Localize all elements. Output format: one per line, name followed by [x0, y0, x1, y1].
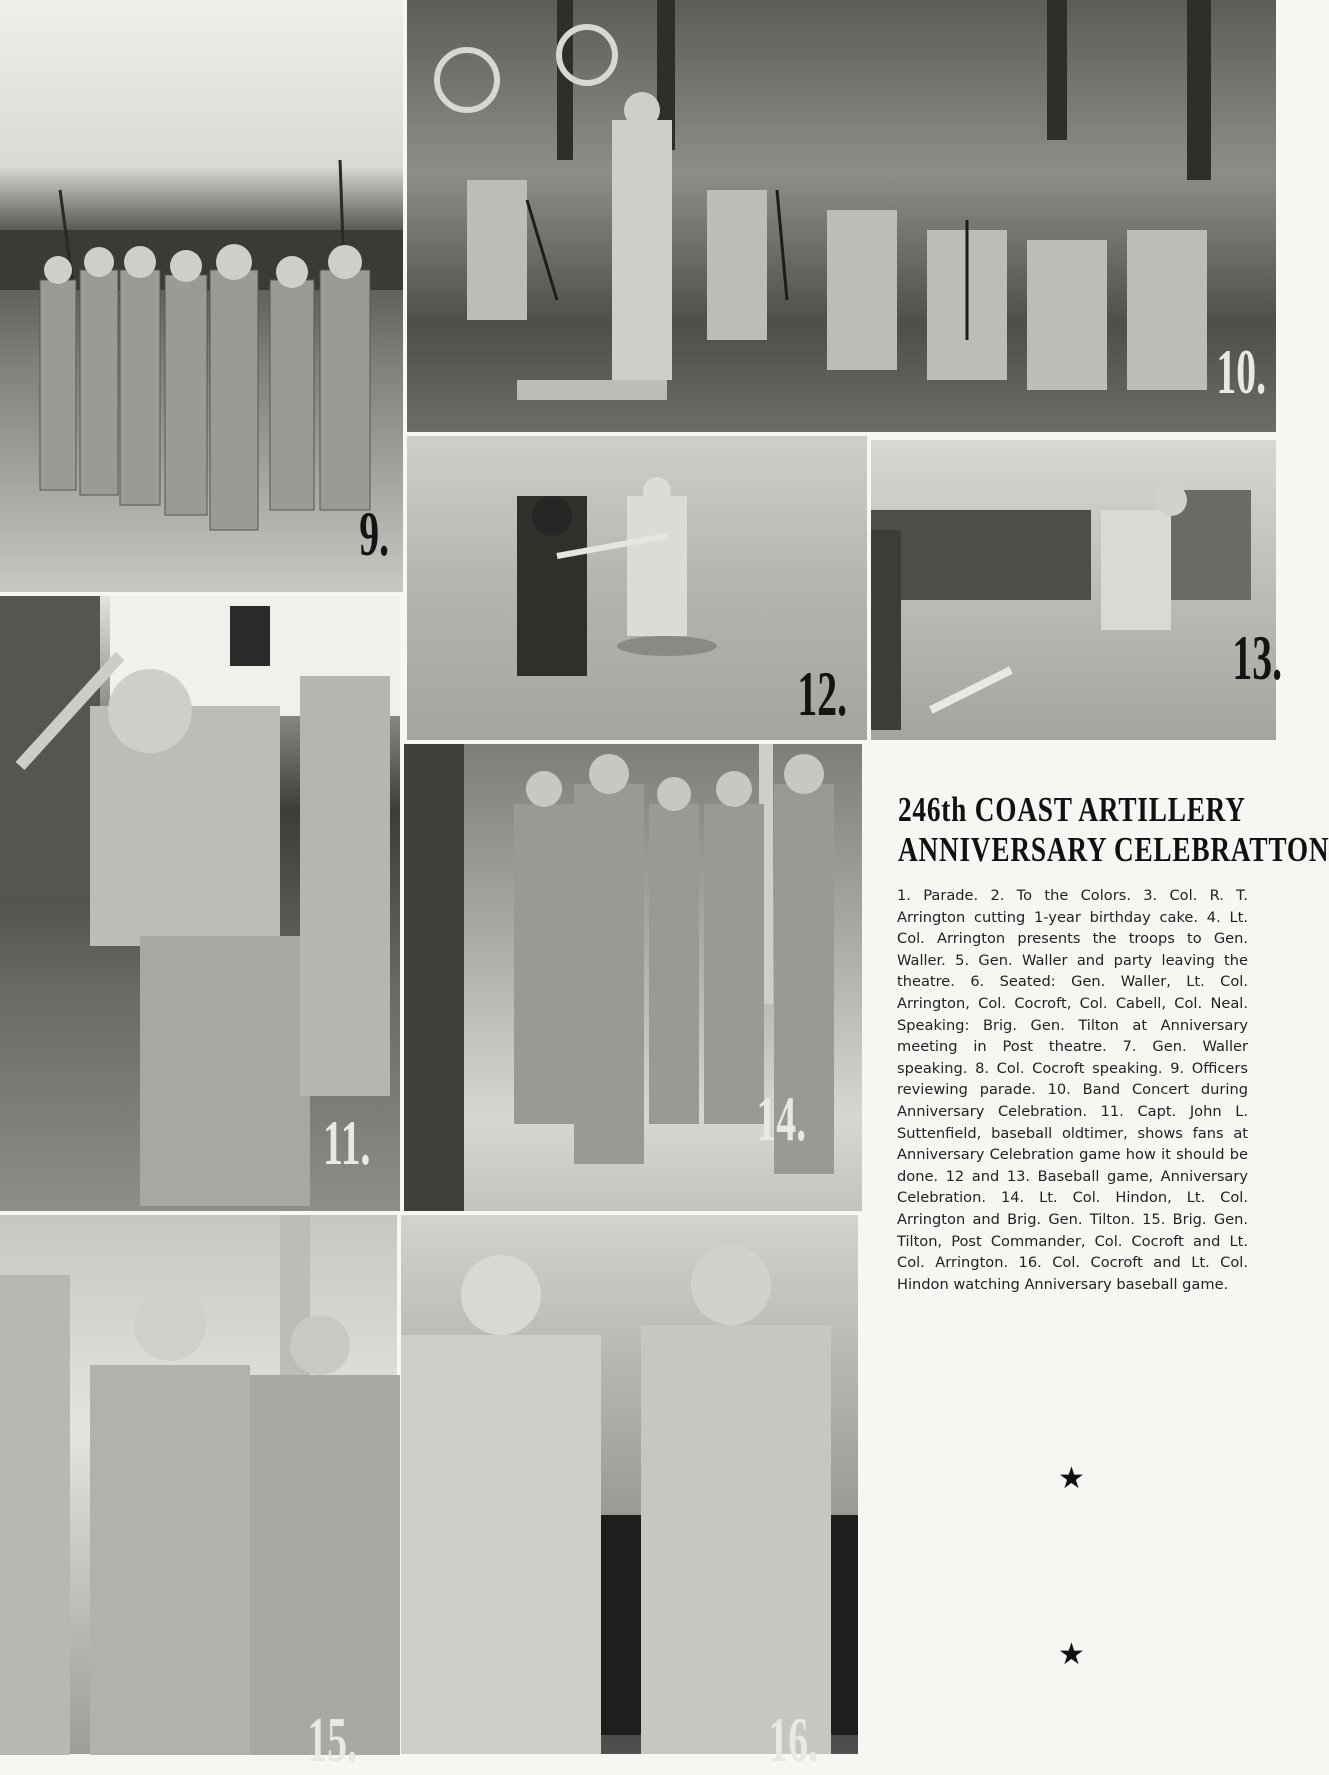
- photo-10: [407, 0, 1276, 432]
- photo-11: [0, 596, 400, 1211]
- band-scene: [407, 0, 1276, 432]
- baseball-running-scene: [871, 440, 1276, 740]
- star-icon: ★: [1058, 1637, 1085, 1672]
- photo-15: [0, 1215, 397, 1775]
- photo-16-number: 16.: [768, 1704, 818, 1775]
- article-title: [898, 790, 1329, 870]
- star-icon: ★: [1058, 1461, 1085, 1496]
- article-caption: 1. Parade. 2. To the Colors. 3. Col. R. T. Arrington cutting 1-year birthday cake. 4. Lt. Col. Arrington presents the troops to Gen. Waller. 5. Gen. Waller and party leaving the theatre. 6. Seated: Gen. Waller, Lt. Col. Arrington, Col. Cocroft, Col. Cabell, Col. Neal. Speaking: Brig. Gen. Tilton at Anniversary meeting in Post theatre. 7. Gen. Waller speaking. 8. Col. Cocroft speaking. 9. Officers reviewing parade. 10. Band Concert during Anniversary Celebration. 11. Capt. John L. Suttenfield, baseball oldtimer, shows fans at Anniversary Celebration game how it should be done. 12 and 13. Baseball game, Anniversary Celebration. 14. Lt. Col. Hindon, Lt. Col. Arrington and Brig. Gen. Tilton. 15. Brig. Gen. Tilton, Post Commander, Col. Cocroft and Lt. Col. Arrington. 16. Col. Cocroft and Lt. Col. Hindon watching Anniversary baseball game.: [897, 887, 1248, 1293]
- photo-14: [404, 744, 862, 1211]
- parade-scene: [0, 0, 403, 592]
- photo-12: [407, 436, 867, 740]
- photo-11-number: 11.: [322, 1107, 370, 1178]
- photo-15-number: 15.: [307, 1704, 357, 1775]
- photo-10-number: 10.: [1216, 336, 1266, 407]
- photo-16: [401, 1215, 858, 1775]
- photo-13: [871, 440, 1282, 740]
- photo-14-number: 14.: [756, 1083, 806, 1154]
- title-line-2: ANNIVERSARY CELEBRATTON: [898, 830, 1329, 869]
- three-officers-scene: [0, 1215, 397, 1754]
- photo-9: [0, 0, 403, 592]
- title-line-1: 246th COAST ARTILLERY: [898, 790, 1246, 829]
- photo-9-number: 9.: [359, 498, 389, 569]
- photo-12-number: 12.: [797, 658, 847, 729]
- photo-13-number: 13.: [1232, 622, 1282, 693]
- two-officers-scene: [401, 1215, 858, 1754]
